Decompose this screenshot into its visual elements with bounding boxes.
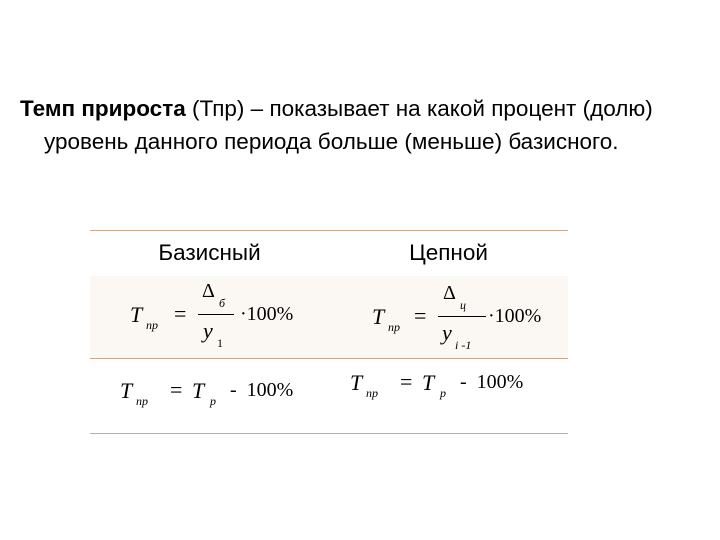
formula2-basic-equals: = — [170, 377, 183, 402]
formula-basic-fraction-bar — [198, 314, 234, 315]
formula2-chain-T: T — [350, 370, 363, 395]
formula2-basic-Tp: T — [192, 378, 205, 403]
formula2-chain-minus-percent: - 100% — [460, 371, 524, 393]
formula-basic-T: T — [130, 302, 143, 327]
formula-chain-equals: = — [414, 303, 427, 328]
table-row-rule — [90, 358, 568, 359]
formula-chain-sub-i-1: i -1 — [455, 338, 472, 352]
formula-table — [90, 230, 568, 434]
formula2-basic-T: T — [120, 378, 133, 403]
formula2-chain-sub-pr: пр — [366, 386, 378, 400]
formula-basic-sub-pr: пр — [146, 318, 158, 332]
formula2-chain-Tp: T — [422, 370, 435, 395]
formula-chain-delta: Δ — [443, 282, 456, 304]
formula2-basic-minus-percent: - 100% — [230, 379, 294, 401]
formula2-chain-sub-p: р — [440, 386, 446, 400]
term-tempo-prirosta: Темп прироста — [20, 96, 186, 121]
definition-paragraph — [20, 92, 694, 158]
formula-basic-sub-1: 1 — [217, 336, 223, 350]
header-basic: Базисный — [158, 240, 261, 265]
formula-basic-sub-b: б — [219, 296, 226, 310]
definition-text: (Тпр) – показывает на какой процент (долю) уровень данного периода больше (меньше) базисного. — [44, 96, 653, 154]
table-bottom-rule — [90, 433, 568, 434]
formula-chain-T: T — [372, 304, 385, 329]
formula-chain-sub-pr: пр — [388, 320, 400, 334]
formula-basic-equals: = — [174, 301, 187, 326]
formula2-chain-equals: = — [400, 369, 413, 394]
formula-basic-percent: ·100% — [240, 303, 294, 325]
header-chain: Цепной — [409, 240, 488, 265]
formula-basic-y: y — [203, 318, 213, 343]
formula2-basic-sub-p: р — [210, 394, 216, 408]
formula-chain-sub-ch: ц — [460, 298, 466, 312]
formula-chain-percent: ·100% — [488, 305, 542, 327]
formula-chain-y: y — [442, 320, 452, 345]
formula2-basic-sub-pr: пр — [136, 394, 148, 408]
formula-basic-delta: Δ — [202, 280, 215, 302]
formula-chain-fraction-bar — [438, 316, 486, 317]
